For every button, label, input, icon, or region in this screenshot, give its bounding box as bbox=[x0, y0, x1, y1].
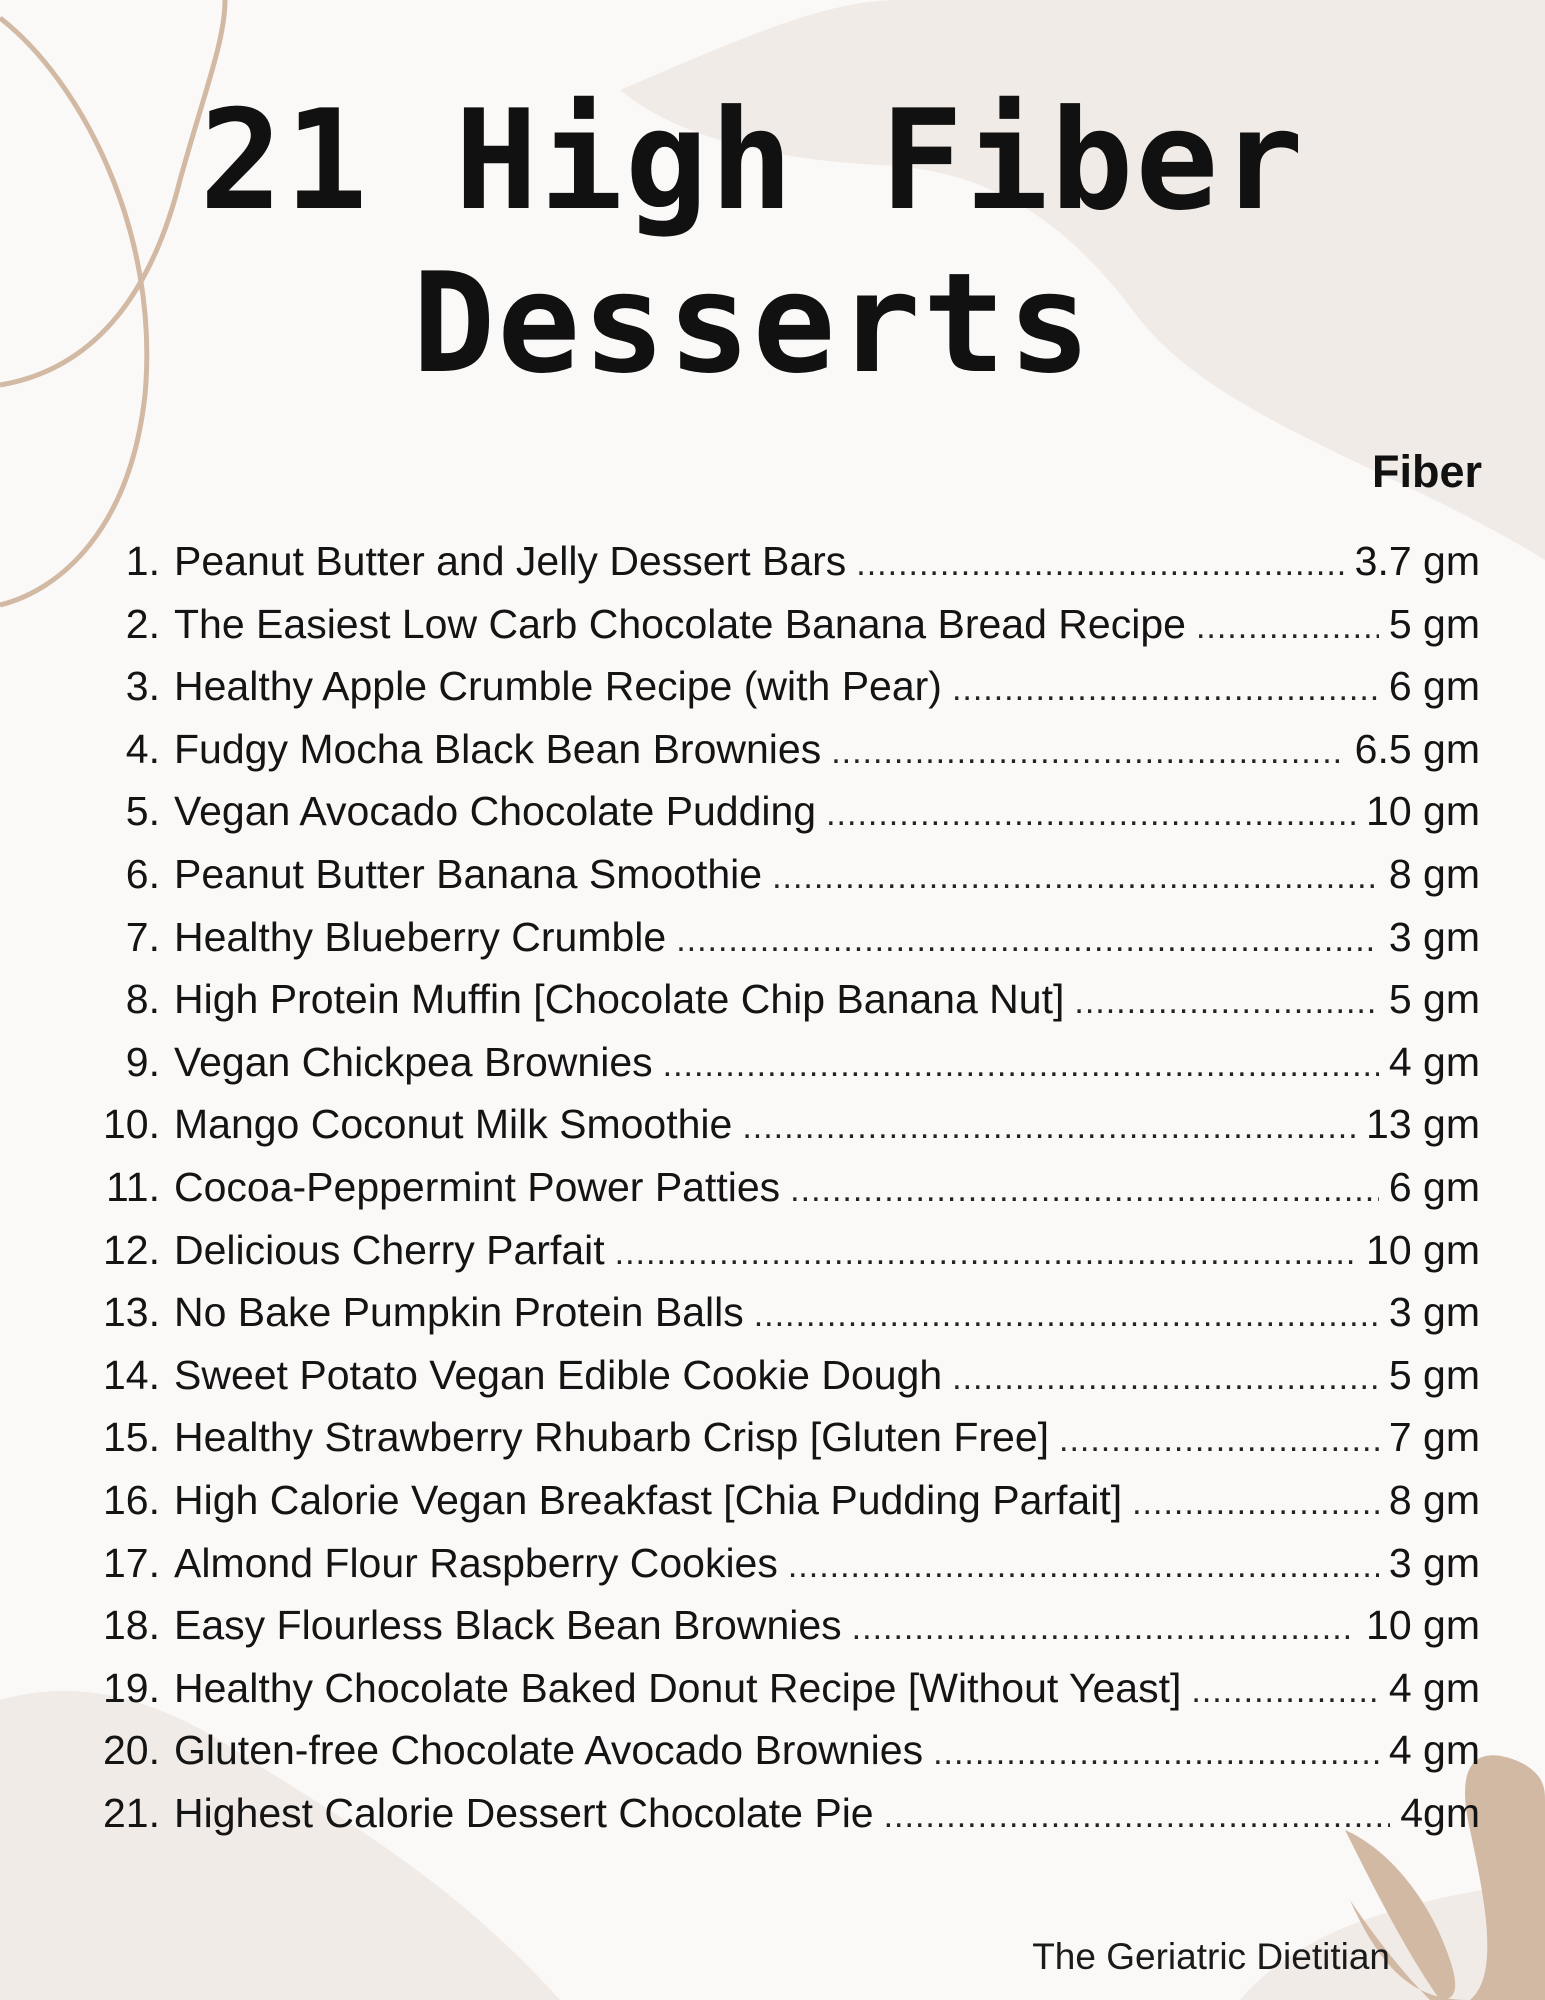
fiber-column-header: Fiber bbox=[1371, 446, 1482, 497]
dot-leader bbox=[884, 1797, 1391, 1836]
item-number: 1. bbox=[125, 538, 160, 584]
list-item bbox=[80, 976, 1480, 1039]
item-number: 5. bbox=[125, 788, 160, 835]
dot-leader bbox=[615, 1234, 1356, 1273]
item-name: Mango Coconut Milk Smoothie bbox=[174, 1101, 733, 1148]
item-name: Sweet Potato Vegan Edible Cookie Dough bbox=[174, 1351, 943, 1398]
item-fiber: 7 gm bbox=[1388, 1414, 1480, 1461]
item-number: 6. bbox=[125, 850, 160, 897]
page-title-line-2: Desserts bbox=[412, 243, 1093, 404]
dot-leader bbox=[742, 1108, 1356, 1147]
dot-leader bbox=[1059, 1421, 1379, 1460]
item-name: Vegan Avocado Chocolate Pudding bbox=[174, 788, 817, 835]
item-number: 19. bbox=[103, 1664, 160, 1711]
dessert-list bbox=[80, 538, 1480, 1852]
dot-leader bbox=[933, 1734, 1379, 1773]
item-number: 2. bbox=[125, 600, 160, 647]
item-fiber: 10 gm bbox=[1366, 1226, 1480, 1273]
item-number: 4. bbox=[125, 725, 160, 772]
item-number: 14. bbox=[103, 1351, 160, 1398]
dot-leader bbox=[831, 733, 1344, 772]
list-item bbox=[80, 1352, 1480, 1415]
list-item bbox=[80, 1101, 1480, 1164]
item-fiber: 10 gm bbox=[1366, 788, 1480, 835]
item-fiber: 5 gm bbox=[1388, 600, 1480, 647]
item-number: 16. bbox=[103, 1476, 160, 1523]
item-number: 8. bbox=[125, 976, 160, 1023]
item-name: High Calorie Vegan Breakfast [Chia Pudding Parfait] bbox=[174, 1476, 1123, 1523]
item-fiber: 3.7 gm bbox=[1354, 538, 1480, 584]
list-item bbox=[80, 788, 1480, 851]
item-number: 10. bbox=[103, 1101, 160, 1148]
item-name: Healthy Blueberry Crumble bbox=[174, 913, 667, 960]
list-item bbox=[80, 1540, 1480, 1603]
item-name: The Easiest Low Carb Chocolate Banana Bread Recipe bbox=[174, 600, 1186, 647]
dot-leader bbox=[952, 1359, 1379, 1398]
item-fiber: 4 gm bbox=[1388, 1727, 1480, 1774]
dot-leader bbox=[1191, 1672, 1378, 1711]
item-number: 7. bbox=[125, 913, 160, 960]
list-item bbox=[80, 914, 1480, 977]
item-fiber: 4 gm bbox=[1388, 1664, 1480, 1711]
page-title-line-1: 21 High Fiber bbox=[199, 80, 1306, 241]
item-fiber: 6 gm bbox=[1388, 663, 1480, 710]
item-name: Peanut Butter and Jelly Dessert Bars bbox=[174, 538, 847, 584]
dot-leader bbox=[952, 670, 1379, 709]
item-fiber: 5 gm bbox=[1388, 976, 1480, 1023]
dot-leader bbox=[826, 795, 1356, 834]
dot-leader bbox=[676, 921, 1379, 960]
item-number: 18. bbox=[103, 1602, 160, 1649]
list-item bbox=[80, 726, 1480, 789]
item-fiber: 5 gm bbox=[1388, 1351, 1480, 1398]
list-item bbox=[80, 1289, 1480, 1352]
dot-leader bbox=[788, 1547, 1379, 1586]
item-name: Healthy Strawberry Rhubarb Crisp [Gluten Free] bbox=[174, 1414, 1050, 1461]
list-item bbox=[80, 1665, 1480, 1728]
list-item bbox=[80, 663, 1480, 726]
item-number: 12. bbox=[103, 1226, 160, 1273]
item-fiber: 13 gm bbox=[1366, 1101, 1480, 1148]
item-name: Highest Calorie Dessert Chocolate Pie bbox=[174, 1789, 874, 1836]
item-name: High Protein Muffin [Chocolate Chip Banana Nut] bbox=[174, 976, 1065, 1023]
dot-leader bbox=[856, 545, 1344, 584]
item-number: 13. bbox=[103, 1289, 160, 1336]
item-name: Gluten-free Chocolate Avocado Brownies bbox=[174, 1727, 924, 1774]
item-name: Cocoa-Peppermint Power Patties bbox=[174, 1163, 781, 1210]
dot-leader bbox=[1074, 983, 1378, 1022]
dot-leader bbox=[1132, 1484, 1379, 1523]
dot-leader bbox=[852, 1609, 1356, 1648]
list-item bbox=[80, 1227, 1480, 1290]
list-item bbox=[80, 1790, 1480, 1853]
list-item bbox=[80, 851, 1480, 914]
item-number: 11. bbox=[106, 1163, 160, 1210]
item-fiber: 4 gm bbox=[1388, 1038, 1480, 1085]
item-fiber: 3 gm bbox=[1388, 913, 1480, 960]
item-name: Easy Flourless Black Bean Brownies bbox=[174, 1602, 842, 1649]
item-number: 20. bbox=[103, 1727, 160, 1774]
item-number: 3. bbox=[125, 663, 160, 710]
item-name: Vegan Chickpea Brownies bbox=[174, 1038, 653, 1085]
item-fiber: 8 gm bbox=[1388, 850, 1480, 897]
item-number: 15. bbox=[103, 1414, 160, 1461]
list-item bbox=[80, 1039, 1480, 1102]
list-item bbox=[80, 1602, 1480, 1665]
item-name: No Bake Pumpkin Protein Balls bbox=[174, 1289, 744, 1336]
list-item bbox=[80, 1414, 1480, 1477]
list-item bbox=[80, 1164, 1480, 1227]
list-item bbox=[80, 538, 1480, 601]
item-number: 21. bbox=[103, 1789, 160, 1836]
item-number: 17. bbox=[103, 1539, 160, 1586]
item-fiber: 8 gm bbox=[1388, 1476, 1480, 1523]
item-name: Fudgy Mocha Black Bean Brownies bbox=[174, 725, 822, 772]
item-name: Delicious Cherry Parfait bbox=[174, 1226, 605, 1273]
item-name: Almond Flour Raspberry Cookies bbox=[174, 1539, 778, 1586]
item-name: Healthy Apple Crumble Recipe (with Pear) bbox=[174, 663, 942, 710]
dot-leader bbox=[663, 1046, 1379, 1085]
list-item bbox=[80, 1477, 1480, 1540]
list-item bbox=[80, 1727, 1480, 1790]
item-fiber: 10 gm bbox=[1366, 1602, 1480, 1649]
item-fiber: 6 gm bbox=[1388, 1163, 1480, 1210]
credit-text: The Geriatric Dietitian bbox=[1032, 1936, 1390, 1977]
dot-leader bbox=[754, 1296, 1379, 1335]
item-fiber: 4gm bbox=[1400, 1789, 1480, 1836]
item-fiber: 3 gm bbox=[1388, 1289, 1480, 1336]
list-item bbox=[80, 601, 1480, 664]
item-fiber: 6.5 gm bbox=[1354, 725, 1480, 772]
item-fiber: 3 gm bbox=[1388, 1539, 1480, 1586]
item-name: Peanut Butter Banana Smoothie bbox=[174, 850, 763, 897]
item-name: Healthy Chocolate Baked Donut Recipe [Without Yeast] bbox=[174, 1664, 1182, 1711]
dot-leader bbox=[772, 858, 1379, 897]
dot-leader bbox=[790, 1171, 1379, 1210]
dot-leader bbox=[1196, 608, 1379, 647]
item-number: 9. bbox=[125, 1038, 160, 1085]
